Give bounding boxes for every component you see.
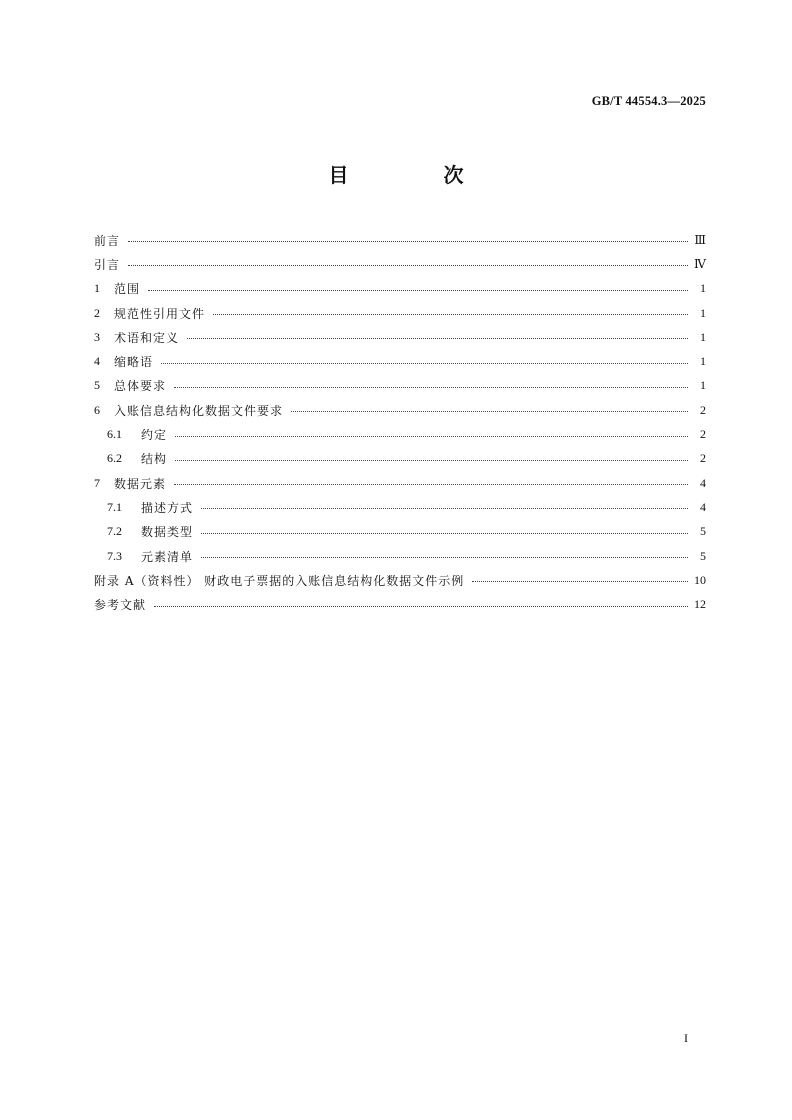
toc-entry-number: 2	[94, 305, 100, 320]
toc-entry-label: 结构	[141, 452, 168, 467]
toc-entry-number: 1	[94, 281, 100, 296]
toc-entry-page: 4	[700, 475, 706, 490]
toc-entry-number: 7.2	[107, 524, 122, 539]
toc-entry-number: 6	[94, 402, 100, 417]
toc-entry-appendix-a[interactable]	[94, 568, 706, 592]
toc-entry-number: 4	[94, 354, 100, 369]
toc-entry-label: 总体要求	[114, 379, 167, 394]
toc-entry-label: 引言	[94, 257, 121, 272]
toc-entry-number: 7.1	[107, 499, 122, 514]
dot-leader	[174, 387, 688, 388]
toc-entry-page: 1	[700, 378, 706, 393]
toc-entry-label: 范围	[114, 282, 141, 297]
toc-entry-number: 6.1	[107, 427, 122, 442]
page-number: I	[684, 1031, 688, 1045]
toc-entry-page: 1	[700, 329, 706, 344]
toc-entry-number: 5	[94, 378, 100, 393]
toc-entry-page: 12	[694, 597, 706, 612]
dot-leader	[175, 436, 688, 437]
toc-entry-1[interactable]	[94, 277, 706, 301]
dot-leader	[154, 606, 688, 607]
toc-entry-foreword[interactable]	[94, 228, 706, 252]
toc-entry-2[interactable]	[94, 301, 706, 325]
toc-entry-page: 5	[700, 548, 706, 563]
dot-leader	[201, 508, 688, 509]
toc-entry-page: 1	[700, 281, 706, 296]
toc-entry-label: 参考文献	[94, 598, 147, 613]
dot-leader	[148, 290, 688, 291]
dot-leader	[128, 265, 688, 266]
toc-entry-3[interactable]	[94, 325, 706, 349]
toc-entry-page: 2	[700, 402, 706, 417]
toc-entry-label: 描述方式	[141, 500, 194, 515]
toc-entry-number: 3	[94, 329, 100, 344]
toc-entry-page: 10	[694, 572, 706, 587]
toc-entry-label: 术语和定义	[114, 330, 180, 345]
dot-leader	[175, 460, 688, 461]
toc-entry-7-2[interactable]	[94, 520, 706, 544]
toc-entry-6[interactable]	[94, 398, 706, 422]
toc-entry-page: 2	[700, 427, 706, 442]
toc-entry-number: 7.3	[107, 548, 122, 563]
toc-entry-page: 1	[700, 305, 706, 320]
toc-entry-label: 附录 A（资料性） 财政电子票据的入账信息结构化数据文件示例	[94, 573, 465, 588]
toc-entry-bibliography[interactable]	[94, 592, 706, 616]
dot-leader	[201, 557, 688, 558]
toc-entry-label: 数据元素	[114, 476, 167, 491]
toc-entry-label: 约定	[141, 428, 168, 443]
toc-entry-number: 6.2	[107, 451, 122, 466]
toc-entry-label: 规范性引用文件	[114, 306, 206, 321]
toc-entry-7[interactable]	[94, 471, 706, 495]
toc-entry-label: 数据类型	[141, 525, 194, 540]
standard-number: GB/T 44554.3—2025	[591, 94, 706, 108]
dot-leader	[128, 241, 688, 242]
toc-entry-page: 2	[700, 451, 706, 466]
dot-leader	[201, 533, 688, 534]
toc-entry-label: 前言	[94, 233, 121, 248]
dot-leader	[472, 581, 688, 582]
page-title: 目 次	[328, 163, 508, 187]
toc-entry-5[interactable]	[94, 374, 706, 398]
dot-leader	[161, 363, 688, 364]
dot-leader	[174, 484, 688, 485]
toc-entry-page: 4	[700, 499, 706, 514]
toc-entry-6-2[interactable]	[94, 447, 706, 471]
toc-entry-label: 入账信息结构化数据文件要求	[114, 403, 284, 418]
toc-entry-6-1[interactable]	[94, 422, 706, 446]
toc-entry-4[interactable]	[94, 349, 706, 373]
toc-entry-number: 7	[94, 475, 100, 490]
toc-entry-introduction[interactable]	[94, 252, 706, 276]
dot-leader	[213, 314, 688, 315]
toc-entry-page: Ⅳ	[694, 256, 706, 271]
toc-entry-7-1[interactable]	[94, 495, 706, 519]
dot-leader	[291, 411, 688, 412]
dot-leader	[187, 338, 688, 339]
toc-entry-label: 元素清单	[141, 549, 194, 564]
table-of-contents	[94, 228, 706, 617]
toc-entry-page: 1	[700, 354, 706, 369]
toc-entry-page: 5	[700, 524, 706, 539]
toc-entry-page: Ⅲ	[694, 232, 706, 247]
toc-entry-label: 缩略语	[114, 355, 154, 370]
toc-entry-7-3[interactable]	[94, 544, 706, 568]
